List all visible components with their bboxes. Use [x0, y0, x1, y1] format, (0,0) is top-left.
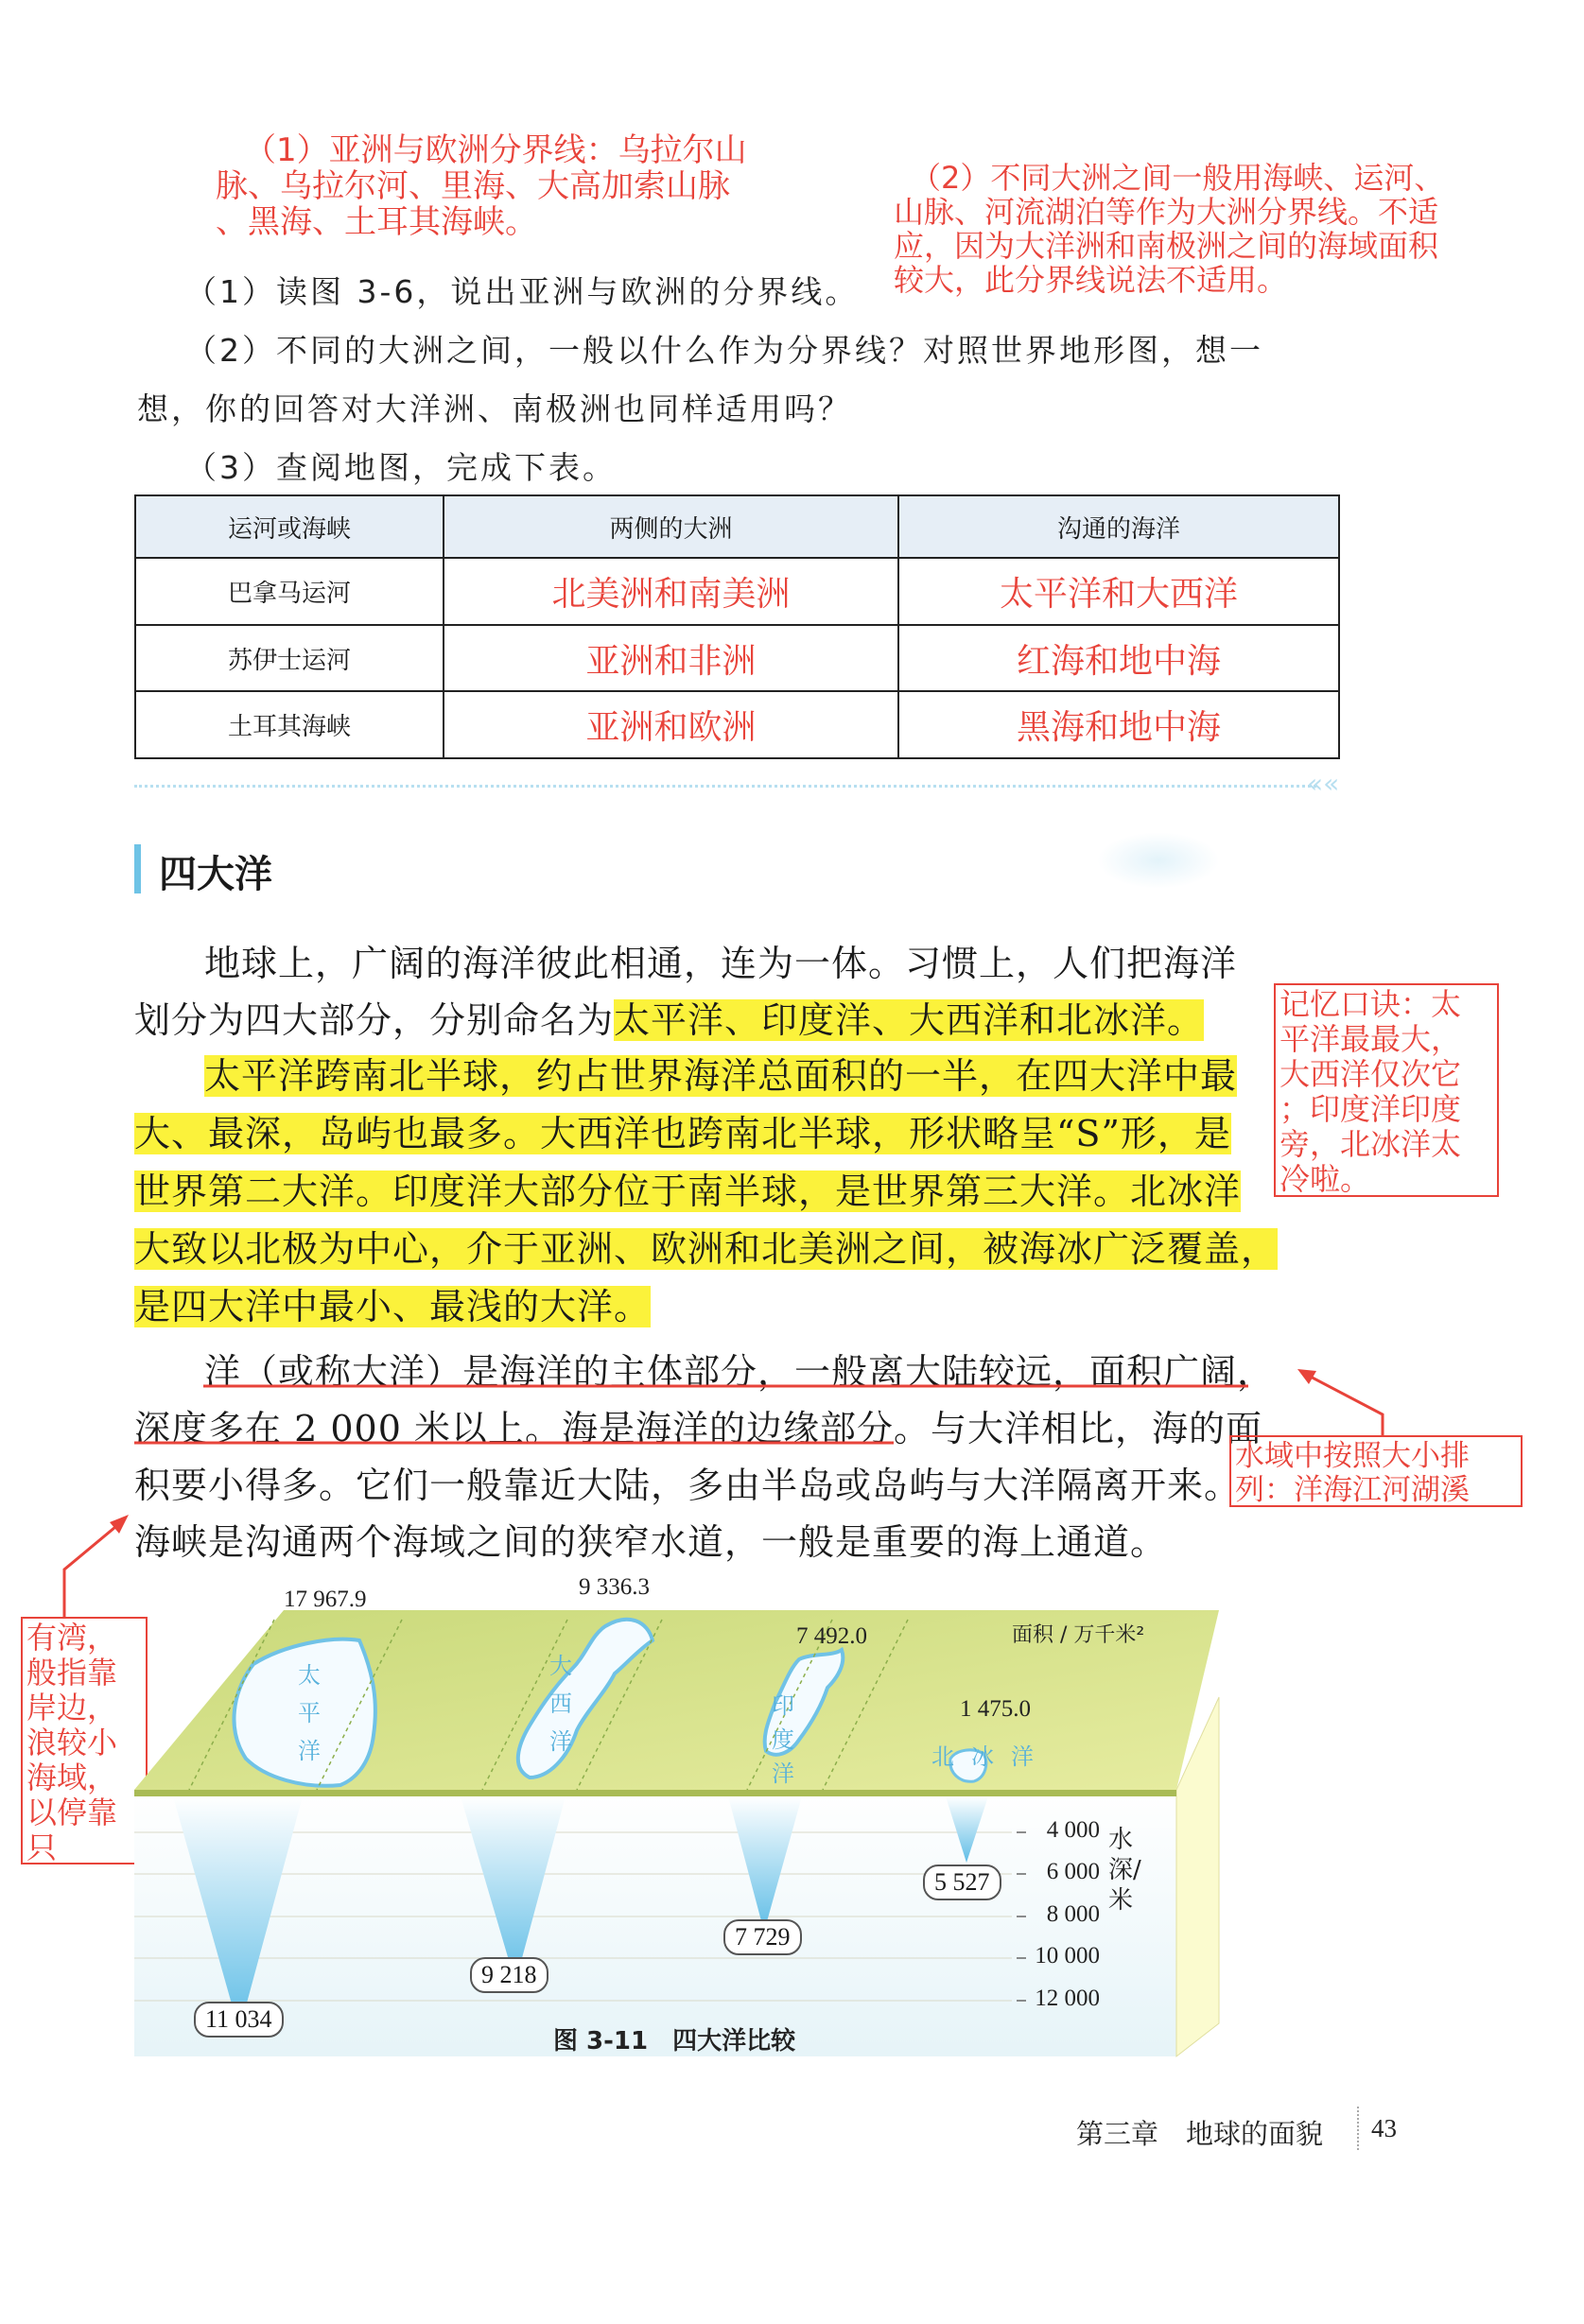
- annotation-line: 脉、乌拉尔河、里海、大高加索山脉: [216, 167, 730, 205]
- table-header: 运河或海峡: [135, 495, 444, 558]
- section-title: 四大洋: [159, 853, 272, 896]
- annotation-line: 山脉、河流湖泊等作为大洲分界线。不适: [894, 194, 1439, 230]
- table-cell-answer: 北美洲和南美洲: [444, 558, 898, 625]
- table-header: 两侧的大洲: [444, 495, 898, 558]
- ocean-name: 印度洋: [772, 1692, 794, 1787]
- depth-axis-label: 水深/米: [1108, 1826, 1141, 1915]
- bay-line: 以停靠: [26, 1795, 118, 1830]
- depth-tick: 6 000: [1046, 1859, 1100, 1884]
- table-header: 沟通的海洋: [898, 495, 1339, 558]
- table-cell-answer: 亚洲和非洲: [444, 625, 898, 692]
- bay-line: 海域，: [26, 1760, 118, 1795]
- highlighted-text: 世界第二大洋。印度洋大部分位于南半球，是世界第三大洋。北冰洋: [134, 1171, 1242, 1212]
- annotation-line: 、黑海、土耳其海峡。: [216, 203, 537, 241]
- depth-tick: 12 000: [1035, 1986, 1100, 2011]
- question-2-line-1: （2）不同的大洲之间，一般以什么作为分界线？对照世界地形图，想一: [185, 332, 1263, 369]
- pacific-area: 17 967.9: [284, 1587, 367, 1612]
- memo-line: 冷啦。: [1279, 1161, 1371, 1197]
- highlighted-text: 太平洋跨南北半球，约占世界海洋总面积的一半，在四大洋中最: [204, 1055, 1238, 1097]
- ocean-name: 太平洋: [298, 1662, 321, 1764]
- footer-chapter: 第三章 地球的面貌: [1076, 2118, 1324, 2150]
- bay-line: 岸边，: [26, 1690, 118, 1726]
- bay-line: 只: [26, 1830, 58, 1865]
- atlantic-depth: 9 218: [470, 1957, 548, 1993]
- paragraph-1-line-1: 地球上，广阔的海洋彼此相通，连为一体。习惯上，人们把海洋: [204, 943, 1238, 984]
- memo-line: 旁，北冰洋太: [1279, 1126, 1462, 1162]
- question-1: （1）读图 3-6，说出亚洲与欧洲的分界线。: [185, 273, 860, 310]
- paragraph-3-line-3: 积要小得多。它们一般靠近大陆，多由半岛或岛屿与大洋隔离开来。: [134, 1465, 1242, 1506]
- pacific-depth: 11 034: [194, 2002, 284, 2038]
- ocean-name: 北冰洋: [931, 1743, 1051, 1770]
- memo-line: ；印度洋印度: [1279, 1091, 1462, 1127]
- atlantic-name-label: [547, 1647, 575, 1760]
- table-cell: 巴拿马运河: [135, 558, 444, 625]
- memo-line: 大西洋仅次它: [1279, 1056, 1462, 1092]
- paragraph-3-line-1: 洋（或称大洋）是海洋的主体部分，一般离大陆较远，面积广阔，: [204, 1351, 1275, 1393]
- annotation-line: 应，因为大洋洲和南极洲之间的海域面积: [894, 228, 1439, 264]
- table-cell: 土耳其海峡: [135, 691, 444, 758]
- indian-name-label: [769, 1689, 797, 1791]
- arctic-area: 1 475.0: [960, 1696, 1031, 1722]
- paragraph-3-line-2: 深度多在 2 000 米以上。海是海洋的边缘部分。与大洋相比，海的面: [134, 1408, 1262, 1449]
- bay-line: 般指靠: [26, 1655, 118, 1691]
- depth-tick: 4 000: [1046, 1817, 1100, 1843]
- area-unit-label: 面积 / 万千米²: [1012, 1623, 1145, 1647]
- table-cell-answer: 太平洋和大西洋: [898, 558, 1339, 625]
- memo-line: 记忆口诀：太: [1279, 986, 1462, 1022]
- paragraph-3-line-4: 海峡是沟通两个海域之间的狭窄水道，一般是重要的海上通道。: [134, 1521, 1168, 1563]
- question-3: （3）查阅地图，完成下表。: [185, 449, 617, 486]
- highlighted-text: 太平洋、印度洋、大西洋和北冰洋。: [614, 999, 1205, 1041]
- footer-divider: [1357, 2107, 1359, 2150]
- chevron-icon: ««: [1307, 768, 1340, 799]
- text-span: 划分为四大部分，分别命名为: [134, 999, 615, 1041]
- figure-caption: 图 3-11 四大洋比较: [553, 2027, 796, 2055]
- table-cell-answer: 黑海和地中海: [898, 691, 1339, 758]
- atlantic-area: 9 336.3: [579, 1574, 650, 1600]
- table-cell: 苏伊士运河: [135, 625, 444, 692]
- annotation-line: 较大，此分界线说法不适用。: [894, 262, 1288, 298]
- land-edge: [134, 1790, 1176, 1796]
- highlighted-text: 大、最深，岛屿也最多。大西洋也跨南北半球，形状略呈“S”形，是: [134, 1113, 1231, 1154]
- page-number: 43: [1371, 2114, 1397, 2142]
- highlighted-text: 是四大洋中最小、最浅的大洋。: [134, 1286, 652, 1327]
- question-2-line-2: 想，你的回答对大洋洲、南极洲也同样适用吗？: [137, 390, 852, 427]
- table-cell-answer: 红海和地中海: [898, 625, 1339, 692]
- arctic-name-label: [931, 1738, 1051, 1771]
- annotation-line: （2）不同大洲之间一般用海峡、运河、: [911, 160, 1445, 196]
- ocean-name: 大西洋: [549, 1653, 572, 1755]
- order-note-text: 水域中按照大小排列：洋海江河湖溪: [1235, 1439, 1470, 1507]
- indian-depth: 7 729: [723, 1919, 802, 1955]
- highlighted-text: 大致以北极为中心，介于亚洲、欧洲和北美洲之间，被海冰广泛覆盖，: [134, 1228, 1279, 1270]
- pacific-name-label: [295, 1656, 323, 1770]
- bay-line: 浪较小: [26, 1725, 118, 1760]
- depth-tick: 10 000: [1035, 1943, 1100, 1968]
- table-cell-answer: 亚洲和欧洲: [444, 691, 898, 758]
- indian-area: 7 492.0: [796, 1623, 867, 1649]
- depth-tick: 8 000: [1046, 1901, 1100, 1927]
- annotation-line: （1）亚洲与欧洲分界线：乌拉尔山: [244, 131, 747, 169]
- memo-line: 平洋最最大，: [1279, 1021, 1462, 1057]
- bay-line: 有湾，: [26, 1620, 118, 1656]
- arctic-depth: 5 527: [923, 1864, 1001, 1900]
